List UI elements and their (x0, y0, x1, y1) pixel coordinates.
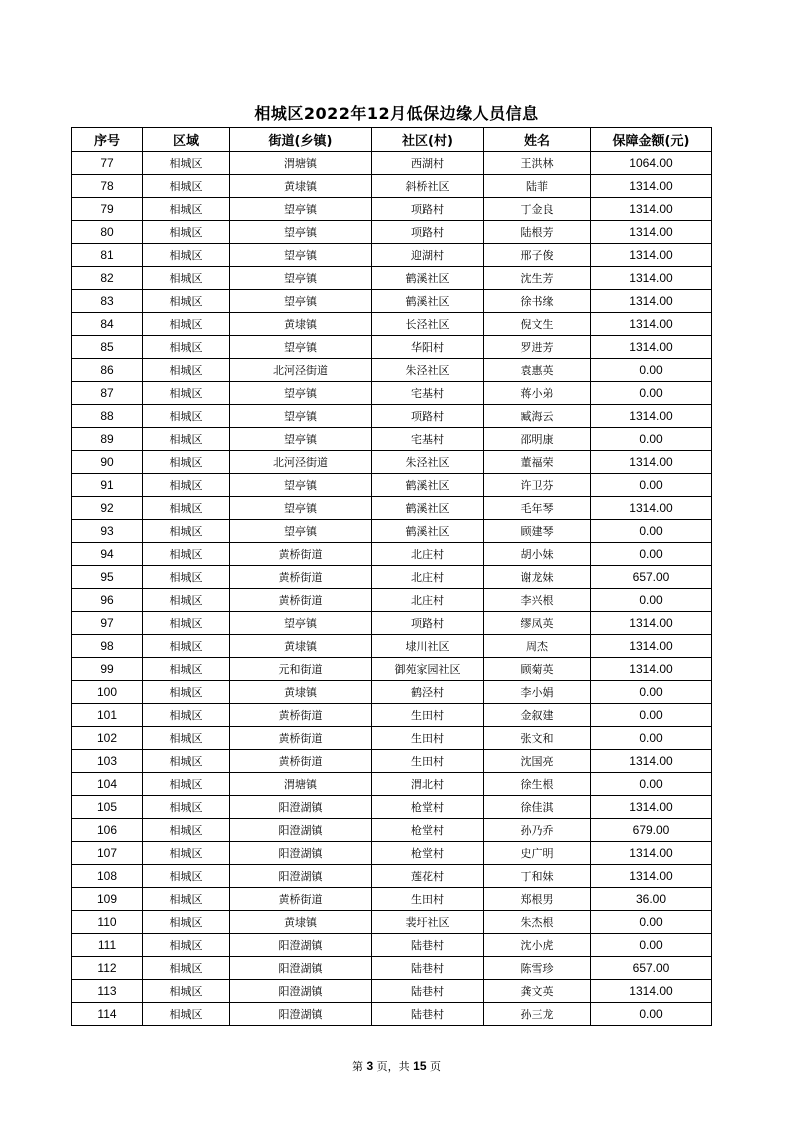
table-row (72, 428, 712, 451)
table-row (72, 773, 712, 796)
cell-serial-number: 82 (72, 267, 143, 290)
cell-amount: 1314.00 (591, 405, 712, 428)
cell-amount: 1314.00 (591, 796, 712, 819)
table-row (72, 336, 712, 359)
cell-district: 相城区 (143, 704, 230, 727)
cell-serial-number: 112 (72, 957, 143, 980)
cell-serial-number: 86 (72, 359, 143, 382)
cell-district: 相城区 (143, 566, 230, 589)
cell-district: 相城区 (143, 175, 230, 198)
cell-name: 李兴根 (484, 589, 591, 612)
table-row (72, 589, 712, 612)
cell-serial-number: 91 (72, 474, 143, 497)
cell-amount: 0.00 (591, 911, 712, 934)
table-row (72, 934, 712, 957)
cell-district: 相城区 (143, 474, 230, 497)
cell-street-town: 阳澄湖镇 (230, 865, 372, 888)
cell-amount: 1314.00 (591, 612, 712, 635)
cell-amount: 1314.00 (591, 175, 712, 198)
cell-street-town: 望亭镇 (230, 267, 372, 290)
cell-district: 相城区 (143, 796, 230, 819)
cell-street-town: 北河泾街道 (230, 451, 372, 474)
cell-street-town: 望亭镇 (230, 336, 372, 359)
cell-community-village: 御苑家园社区 (372, 658, 484, 681)
cell-name: 董福荣 (484, 451, 591, 474)
cell-community-village: 北庄村 (372, 566, 484, 589)
table-row (72, 359, 712, 382)
cell-amount: 1314.00 (591, 313, 712, 336)
cell-amount: 0.00 (591, 520, 712, 543)
cell-name: 陈雪珍 (484, 957, 591, 980)
cell-community-village: 生田村 (372, 727, 484, 750)
table-row (72, 911, 712, 934)
table-row (72, 980, 712, 1003)
cell-street-town: 望亭镇 (230, 428, 372, 451)
cell-street-town: 望亭镇 (230, 520, 372, 543)
cell-community-village: 裴圩社区 (372, 911, 484, 934)
cell-amount: 1314.00 (591, 336, 712, 359)
cell-district: 相城区 (143, 198, 230, 221)
table-header-row (72, 128, 712, 152)
table-row (72, 221, 712, 244)
cell-amount: 0.00 (591, 681, 712, 704)
cell-serial-number: 83 (72, 290, 143, 313)
cell-serial-number: 92 (72, 497, 143, 520)
cell-amount: 0.00 (591, 1003, 712, 1026)
cell-amount: 1314.00 (591, 658, 712, 681)
cell-street-town: 黄埭镇 (230, 681, 372, 704)
cell-street-town: 阳澄湖镇 (230, 796, 372, 819)
cell-amount: 1314.00 (591, 635, 712, 658)
cell-serial-number: 87 (72, 382, 143, 405)
table-row (72, 474, 712, 497)
cell-serial-number: 103 (72, 750, 143, 773)
cell-serial-number: 110 (72, 911, 143, 934)
cell-district: 相城区 (143, 819, 230, 842)
cell-name: 孙乃乔 (484, 819, 591, 842)
cell-amount: 1314.00 (591, 267, 712, 290)
cell-name: 沈小虎 (484, 934, 591, 957)
cell-community-village: 斜桥社区 (372, 175, 484, 198)
cell-name: 邵明康 (484, 428, 591, 451)
table-row (72, 520, 712, 543)
cell-district: 相城区 (143, 773, 230, 796)
cell-amount: 0.00 (591, 727, 712, 750)
cell-name: 孙三龙 (484, 1003, 591, 1026)
cell-serial-number: 85 (72, 336, 143, 359)
cell-amount: 0.00 (591, 382, 712, 405)
cell-street-town: 阳澄湖镇 (230, 934, 372, 957)
cell-street-town: 望亭镇 (230, 221, 372, 244)
cell-name: 胡小妹 (484, 543, 591, 566)
table-row (72, 152, 712, 175)
cell-name: 丁和妹 (484, 865, 591, 888)
cell-district: 相城区 (143, 589, 230, 612)
cell-street-town: 黄埭镇 (230, 175, 372, 198)
cell-name: 袁惠英 (484, 359, 591, 382)
cell-serial-number: 102 (72, 727, 143, 750)
page-footer (0, 1058, 793, 1074)
cell-serial-number: 81 (72, 244, 143, 267)
cell-amount: 0.00 (591, 428, 712, 451)
cell-district: 相城区 (143, 980, 230, 1003)
cell-community-village: 枪堂村 (372, 842, 484, 865)
cell-district: 相城区 (143, 658, 230, 681)
table-row (72, 497, 712, 520)
cell-amount: 657.00 (591, 566, 712, 589)
cell-district: 相城区 (143, 934, 230, 957)
header-community-village: 社区(村) (372, 128, 484, 152)
header-street-town: 街道(乡镇) (230, 128, 372, 152)
cell-street-town: 望亭镇 (230, 290, 372, 313)
cell-amount: 0.00 (591, 934, 712, 957)
cell-name: 王洪林 (484, 152, 591, 175)
cell-community-village: 生田村 (372, 704, 484, 727)
cell-serial-number: 96 (72, 589, 143, 612)
cell-district: 相城区 (143, 957, 230, 980)
footer-page-number: 3 (366, 1059, 374, 1073)
cell-community-village: 长泾社区 (372, 313, 484, 336)
cell-community-village: 陆巷村 (372, 957, 484, 980)
table-row (72, 727, 712, 750)
cell-name: 周杰 (484, 635, 591, 658)
cell-district: 相城区 (143, 681, 230, 704)
cell-amount: 0.00 (591, 589, 712, 612)
cell-name: 顾建琴 (484, 520, 591, 543)
table-row (72, 313, 712, 336)
cell-name: 沈生芳 (484, 267, 591, 290)
cell-district: 相城区 (143, 451, 230, 474)
cell-amount: 1314.00 (591, 842, 712, 865)
cell-street-town: 黄埭镇 (230, 313, 372, 336)
cell-district: 相城区 (143, 750, 230, 773)
cell-district: 相城区 (143, 221, 230, 244)
header-district: 区域 (143, 128, 230, 152)
cell-serial-number: 89 (72, 428, 143, 451)
cell-community-village: 迎湖村 (372, 244, 484, 267)
cell-name: 蒋小弟 (484, 382, 591, 405)
cell-name: 倪文生 (484, 313, 591, 336)
table-row (72, 612, 712, 635)
cell-community-village: 陆巷村 (372, 934, 484, 957)
cell-serial-number: 101 (72, 704, 143, 727)
cell-serial-number: 80 (72, 221, 143, 244)
cell-community-village: 华阳村 (372, 336, 484, 359)
cell-community-village: 宅基村 (372, 382, 484, 405)
cell-district: 相城区 (143, 635, 230, 658)
cell-serial-number: 88 (72, 405, 143, 428)
cell-name: 徐书缘 (484, 290, 591, 313)
cell-amount: 1314.00 (591, 497, 712, 520)
cell-community-village: 渭北村 (372, 773, 484, 796)
cell-serial-number: 84 (72, 313, 143, 336)
cell-serial-number: 106 (72, 819, 143, 842)
cell-district: 相城区 (143, 267, 230, 290)
cell-district: 相城区 (143, 543, 230, 566)
cell-serial-number: 113 (72, 980, 143, 1003)
cell-amount: 0.00 (591, 773, 712, 796)
cell-district: 相城区 (143, 865, 230, 888)
cell-district: 相城区 (143, 497, 230, 520)
cell-serial-number: 93 (72, 520, 143, 543)
cell-name: 金叙建 (484, 704, 591, 727)
table-row (72, 865, 712, 888)
cell-street-town: 黄桥街道 (230, 727, 372, 750)
cell-amount: 1314.00 (591, 198, 712, 221)
cell-serial-number: 99 (72, 658, 143, 681)
cell-serial-number: 100 (72, 681, 143, 704)
cell-district: 相城区 (143, 911, 230, 934)
cell-name: 许卫芬 (484, 474, 591, 497)
cell-street-town: 阳澄湖镇 (230, 1003, 372, 1026)
cell-name: 徐生根 (484, 773, 591, 796)
cell-district: 相城区 (143, 152, 230, 175)
cell-amount: 0.00 (591, 359, 712, 382)
table-row (72, 290, 712, 313)
cell-district: 相城区 (143, 842, 230, 865)
cell-district: 相城区 (143, 359, 230, 382)
cell-district: 相城区 (143, 313, 230, 336)
cell-serial-number: 105 (72, 796, 143, 819)
cell-serial-number: 77 (72, 152, 143, 175)
cell-community-village: 项路村 (372, 612, 484, 635)
cell-amount: 1314.00 (591, 451, 712, 474)
cell-community-village: 北庄村 (372, 543, 484, 566)
cell-street-town: 望亭镇 (230, 198, 372, 221)
cell-community-village: 项路村 (372, 198, 484, 221)
cell-serial-number: 114 (72, 1003, 143, 1026)
table-row (72, 957, 712, 980)
cell-community-village: 鹤溪社区 (372, 267, 484, 290)
cell-street-town: 渭塘镇 (230, 152, 372, 175)
cell-name: 朱杰根 (484, 911, 591, 934)
cell-name: 谢龙妹 (484, 566, 591, 589)
header-serial-number: 序号 (72, 128, 143, 152)
cell-community-village: 鹤溪社区 (372, 290, 484, 313)
table-row (72, 888, 712, 911)
cell-community-village: 北庄村 (372, 589, 484, 612)
cell-name: 张文和 (484, 727, 591, 750)
cell-district: 相城区 (143, 290, 230, 313)
cell-community-village: 莲花村 (372, 865, 484, 888)
cell-street-town: 黄桥街道 (230, 704, 372, 727)
cell-name: 史广明 (484, 842, 591, 865)
cell-district: 相城区 (143, 336, 230, 359)
cell-serial-number: 108 (72, 865, 143, 888)
cell-serial-number: 107 (72, 842, 143, 865)
table-row (72, 566, 712, 589)
cell-street-town: 渭塘镇 (230, 773, 372, 796)
cell-district: 相城区 (143, 520, 230, 543)
cell-community-village: 鹤溪社区 (372, 474, 484, 497)
cell-amount: 1064.00 (591, 152, 712, 175)
cell-community-village: 项路村 (372, 405, 484, 428)
cell-name: 陆菲 (484, 175, 591, 198)
cell-community-village: 朱泾社区 (372, 359, 484, 382)
cell-serial-number: 95 (72, 566, 143, 589)
footer-middle: 页，共 (376, 1060, 410, 1073)
cell-community-village: 枪堂村 (372, 819, 484, 842)
table-row (72, 543, 712, 566)
cell-district: 相城区 (143, 244, 230, 267)
cell-community-village: 项路村 (372, 221, 484, 244)
cell-name: 沈国亮 (484, 750, 591, 773)
table-row (72, 405, 712, 428)
cell-community-village: 生田村 (372, 750, 484, 773)
table-row (72, 704, 712, 727)
cell-district: 相城区 (143, 727, 230, 750)
cell-community-village: 埭川社区 (372, 635, 484, 658)
cell-street-town: 望亭镇 (230, 612, 372, 635)
cell-community-village: 西湖村 (372, 152, 484, 175)
cell-street-town: 北河泾街道 (230, 359, 372, 382)
cell-street-town: 阳澄湖镇 (230, 842, 372, 865)
cell-district: 相城区 (143, 428, 230, 451)
cell-amount: 1314.00 (591, 221, 712, 244)
cell-amount: 657.00 (591, 957, 712, 980)
cell-serial-number: 94 (72, 543, 143, 566)
cell-street-town: 黄桥街道 (230, 750, 372, 773)
cell-street-town: 元和街道 (230, 658, 372, 681)
cell-amount: 1314.00 (591, 980, 712, 1003)
cell-name: 李小娟 (484, 681, 591, 704)
table-row (72, 451, 712, 474)
cell-name: 缪凤英 (484, 612, 591, 635)
cell-name: 郑根男 (484, 888, 591, 911)
cell-street-town: 望亭镇 (230, 382, 372, 405)
cell-amount: 679.00 (591, 819, 712, 842)
table-row (72, 658, 712, 681)
cell-name: 顾菊英 (484, 658, 591, 681)
cell-serial-number: 104 (72, 773, 143, 796)
cell-serial-number: 111 (72, 934, 143, 957)
cell-amount: 0.00 (591, 704, 712, 727)
table-row (72, 750, 712, 773)
table-row (72, 198, 712, 221)
cell-street-town: 黄埭镇 (230, 635, 372, 658)
cell-community-village: 陆巷村 (372, 1003, 484, 1026)
cell-street-town: 黄桥街道 (230, 543, 372, 566)
cell-street-town: 黄桥街道 (230, 589, 372, 612)
cell-amount: 1314.00 (591, 865, 712, 888)
cell-amount: 1314.00 (591, 290, 712, 313)
cell-street-town: 黄埭镇 (230, 911, 372, 934)
cell-name: 丁金良 (484, 198, 591, 221)
cell-street-town: 阳澄湖镇 (230, 980, 372, 1003)
cell-community-village: 朱泾社区 (372, 451, 484, 474)
cell-community-village: 鹤溪社区 (372, 497, 484, 520)
table-row (72, 635, 712, 658)
cell-street-town: 望亭镇 (230, 474, 372, 497)
cell-name: 邢子俊 (484, 244, 591, 267)
cell-amount: 0.00 (591, 474, 712, 497)
footer-total-pages: 15 (413, 1059, 427, 1073)
cell-name: 臧海云 (484, 405, 591, 428)
cell-amount: 1314.00 (591, 244, 712, 267)
table-row (72, 796, 712, 819)
header-amount: 保障金额(元) (591, 128, 712, 152)
table-row (72, 842, 712, 865)
page-title: 相城区2022年12月低保边缘人员信息 (254, 104, 539, 123)
cell-serial-number: 98 (72, 635, 143, 658)
cell-serial-number: 109 (72, 888, 143, 911)
cell-community-village: 鹤泾村 (372, 681, 484, 704)
cell-name: 龚文英 (484, 980, 591, 1003)
table-row (72, 175, 712, 198)
cell-community-village: 鹤溪社区 (372, 520, 484, 543)
table-row (72, 681, 712, 704)
cell-street-town: 望亭镇 (230, 244, 372, 267)
table-row (72, 267, 712, 290)
cell-serial-number: 79 (72, 198, 143, 221)
cell-district: 相城区 (143, 612, 230, 635)
cell-district: 相城区 (143, 888, 230, 911)
cell-name: 徐佳淇 (484, 796, 591, 819)
table-row (72, 382, 712, 405)
cell-serial-number: 97 (72, 612, 143, 635)
table-row (72, 819, 712, 842)
cell-district: 相城区 (143, 405, 230, 428)
cell-amount: 0.00 (591, 543, 712, 566)
cell-community-village: 宅基村 (372, 428, 484, 451)
cell-serial-number: 78 (72, 175, 143, 198)
cell-name: 罗进芳 (484, 336, 591, 359)
cell-street-town: 阳澄湖镇 (230, 957, 372, 980)
table-row (72, 244, 712, 267)
cell-street-town: 阳澄湖镇 (230, 819, 372, 842)
footer-prefix: 第 (351, 1060, 363, 1073)
table-row (72, 1003, 712, 1026)
cell-street-town: 望亭镇 (230, 405, 372, 428)
cell-district: 相城区 (143, 1003, 230, 1026)
cell-amount: 1314.00 (591, 750, 712, 773)
cell-community-village: 生田村 (372, 888, 484, 911)
cell-community-village: 枪堂村 (372, 796, 484, 819)
recipient-table (71, 127, 712, 1026)
cell-district: 相城区 (143, 382, 230, 405)
footer-suffix: 页 (430, 1060, 442, 1073)
cell-serial-number: 90 (72, 451, 143, 474)
table-body (72, 152, 712, 1026)
cell-street-town: 望亭镇 (230, 497, 372, 520)
cell-name: 陆根芳 (484, 221, 591, 244)
cell-community-village: 陆巷村 (372, 980, 484, 1003)
header-name: 姓名 (484, 128, 591, 152)
cell-name: 毛年琴 (484, 497, 591, 520)
cell-street-town: 黄桥街道 (230, 888, 372, 911)
cell-street-town: 黄桥街道 (230, 566, 372, 589)
cell-amount: 36.00 (591, 888, 712, 911)
